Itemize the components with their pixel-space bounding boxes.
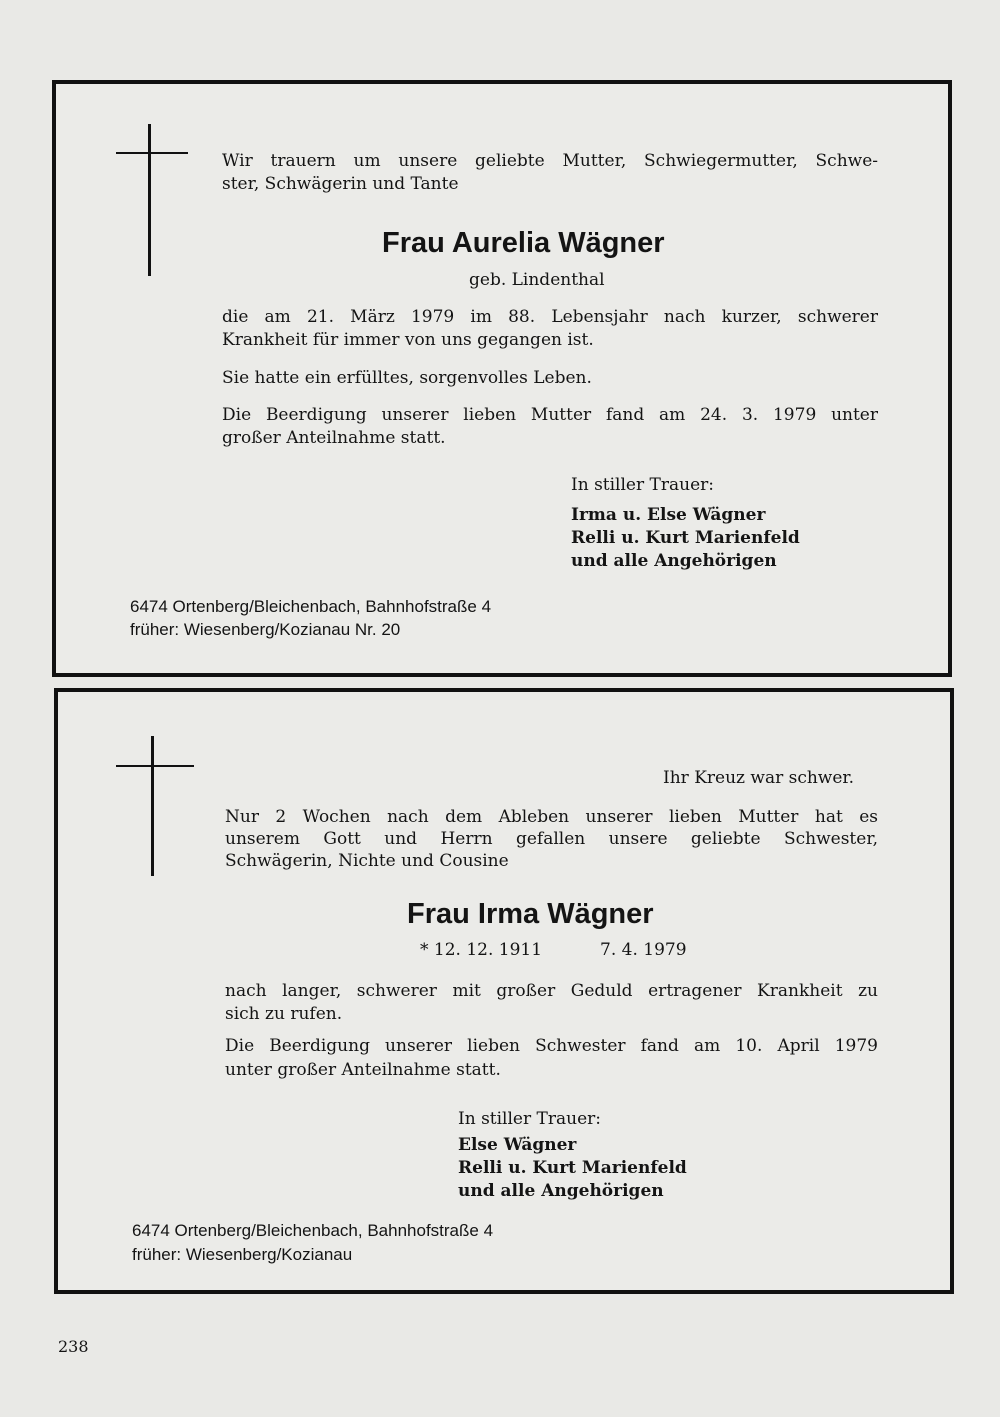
cross-icon	[148, 124, 151, 276]
illness-line-1: nach langer, schwerer mit großer Geduld ertragener Krankheit zu	[225, 981, 878, 1001]
signer: und alle Angehörigen	[458, 1181, 664, 1201]
funeral-line-2: unter großer Anteilnahme statt.	[225, 1060, 501, 1080]
intro-line-3: Schwägerin, Nichte und Cousine	[225, 851, 509, 871]
signer: Irma u. Else Wägner	[571, 505, 766, 525]
signer: Else Wägner	[458, 1135, 577, 1155]
cross-bar	[116, 765, 194, 767]
cross-icon	[151, 736, 154, 876]
funeral-line-1: Die Beerdigung unserer lieben Mutter fand am 24. 3. 1979 unter	[222, 405, 878, 425]
deceased-name: Frau Aurelia Wägner	[382, 227, 665, 259]
address-line-1: 6474 Ortenberg/Bleichenbach, Bahnhofstraße 4	[132, 1221, 494, 1240]
cross-bar	[116, 152, 188, 154]
address-line-2: früher: Wiesenberg/Kozianau	[132, 1245, 353, 1264]
signer: Relli u. Kurt Marienfeld	[571, 528, 800, 548]
life-statement: Sie hatte ein erfülltes, sorgenvolles Leben.	[222, 368, 592, 388]
death-date: 7. 4. 1979	[600, 940, 687, 960]
intro-line-2: ster, Schwägerin und Tante	[222, 174, 459, 194]
mourning-label: In stiller Trauer:	[458, 1109, 601, 1129]
funeral-line-1: Die Beerdigung unserer lieben Schwester fand am 10. April 1979	[225, 1036, 878, 1056]
illness-line-2: sich zu rufen.	[225, 1004, 343, 1024]
motto: Ihr Kreuz war schwer.	[663, 768, 855, 788]
address-line-1: 6474 Ortenberg/Bleichenbach, Bahnhofstraße 4	[130, 597, 492, 616]
birth-name: geb. Lindenthal	[469, 270, 605, 290]
deceased-name: Frau Irma Wägner	[407, 898, 654, 930]
death-line-2: Krankheit für immer von uns gegangen ist.	[222, 330, 594, 350]
funeral-line-2: großer Anteilnahme statt.	[222, 428, 446, 448]
intro-line-2: unserem Gott und Herrn gefallen unsere geliebte Schwester,	[225, 829, 878, 849]
birth-date: * 12. 12. 1911	[420, 940, 543, 960]
signer: und alle Angehörigen	[571, 551, 777, 571]
intro-line-1: Nur 2 Wochen nach dem Ableben unserer lieben Mutter hat es	[225, 807, 878, 827]
mourning-label: In stiller Trauer:	[571, 475, 714, 495]
death-line-1: die am 21. März 1979 im 88. Lebensjahr nach kurzer, schwerer	[222, 307, 878, 327]
page-number: 238	[58, 1337, 89, 1356]
obituary-irma-waegner	[54, 688, 954, 1294]
address-line-2: früher: Wiesenberg/Kozianau Nr. 20	[130, 620, 401, 639]
intro-line-1: Wir trauern um unsere geliebte Mutter, Schwiegermutter, Schwe-	[222, 151, 878, 171]
signer: Relli u. Kurt Marienfeld	[458, 1158, 687, 1178]
obituary-aurelia-waegner	[52, 80, 952, 677]
